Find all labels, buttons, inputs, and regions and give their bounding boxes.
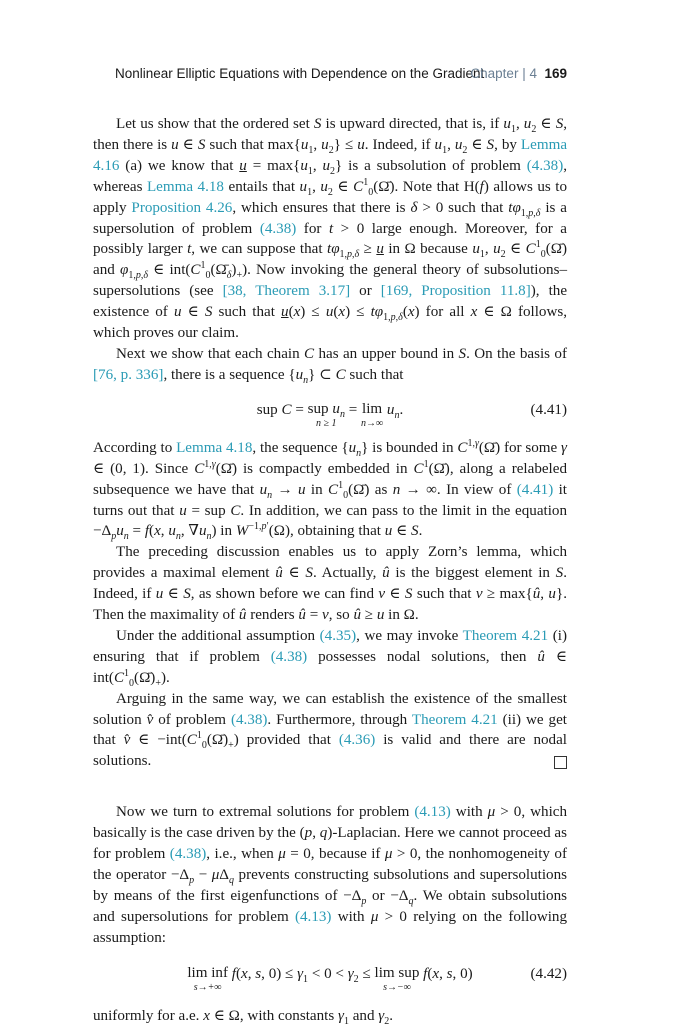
ref-eq-4-38[interactable]: (4.38) [169,846,207,863]
ref-theorem-4-21[interactable]: Theorem 4.21 [462,627,549,644]
chapter-label: Chapter | 4 [470,66,537,81]
running-header [115,63,567,83]
ref-lemma-4-18[interactable]: Lemma 4.18 [176,439,253,456]
ref-eq-4-38[interactable]: (4.38) [259,220,297,237]
ref-lemma-4-16[interactable]: Lemma 4.16 [93,136,568,174]
ref-eq-4-13[interactable]: (4.13) [414,804,451,821]
equation-4-42: lim inf s→+∞ f(x, s, $0) \le \gamma_1 < 0 < \gamma_2 \le \lim$ sup s→−∞ f(x, s, 0) (4.42) [187,964,567,993]
paragraph: Next we show that each chain C has an upper bound in S. On the basis of [76, p. 336], there is a sequence $\{u_n\}$ ⊂ C such that [93,345,568,386]
equation-number: (4.41) [530,401,567,418]
ref-eq-4-35[interactable]: (4.35) [319,627,357,644]
paragraph: uniformly for a.e. x ∈ Ω, with constants $\gamma_1$ and $\gamma_2$. [93,1007,394,1027]
paragraph: Let us show that the ordered set S is upward directed, that is, if $u_1$, $u_2$ ∈ S, then there is u ∈ S such that $\max\{u_1$, $u_2\} \le u$. Indeed, if $u_1$, $u_2$ ∈ S, by Lemma 4.16 (a) we know that $u = \max\{u_1$, $u_2$} is a subsolution of problem (4.38), whereas Lemma 4.18 entails that $u_1$, $u_2$ ∈ $C^1_0(\Omegā)$. Note that H(f) allows us to apply Proposition 4.26, which ensures that there is δ > 0 such that $t\varphi_{1,p,\delta}$ is a supersolution of problem (4.38) for t > 0 large enough. Moreover, for a possibly larger t, we can suppose that $t\varphi_{1,p,\delta} \ge u$ in Ω because $u_1$, $u_2$ ∈ $C^1_0(\Omegā)$ and $\varphi_{1,p,\delta}$ ∈ $int(C^1_0(\Omegā_\delta)_+)$. Now invoking the general theory of subsolutions–supersolutions (see [38, Theorem 3.17] or [169, Proposition 11.8]), the existence of u ∈ S such that $u(x) \le u(x) \le t\varphi_{1,p,\delta}(x)$ for all x ∈ Ω follows, which proves our claim. [93,116,568,342]
ref-cite-76[interactable]: [76, p. 336] [93,366,164,383]
ref-cite-169[interactable]: [169, Proposition 11.8] [380,283,531,300]
paragraph: Now we turn to extremal solutions for problem (4.13) with μ > 0, which basically is the case driven by the (p, q)-Laplacian. Here we cannot proceed as for problem (4.38), i.e., when μ = 0, because if μ > 0, the nonhomogeneity of the operator $-\Delta_p - \mu\Delta_q$ prevents constructing subsolutions and supersolutions by means of the first eigenfunctions of $-\Delta_p$ or $-\Delta_q$. We obtain subsolutions and supersolutions for problem (4.13) with μ > 0 relying on the following assumption: [93,804,568,946]
paragraph: Under the additional assumption (4.35), we may invoke Theorem 4.21 (i) ensuring that if problem (4.38) possesses nodal solutions, then û ∈ $int(C^1_0(\Omegā)_+)$. [93,627,567,689]
ref-eq-4-36[interactable]: (4.36) [338,732,376,749]
ref-eq-4-13[interactable]: (4.13) [294,908,332,925]
page-body [93,114,567,1027]
ref-proposition-4-26[interactable]: Proposition 4.26 [131,199,233,216]
ref-eq-4-38[interactable]: (4.38) [230,711,268,728]
equation-4-41: sup C = sup $u_n$ n ≥ 1 = lim n→∞ $u_n$. (4.41) [256,400,567,429]
equation-number: (4.42) [530,965,567,982]
ref-theorem-4-21[interactable]: Theorem 4.21 [411,711,498,728]
page-number: 169 [544,66,567,81]
ref-eq-4-38[interactable]: (4.38) [270,648,308,665]
ref-eq-4-41[interactable]: (4.41) [516,481,554,498]
paragraph: The preceding discussion enables us to apply Zorn’s lemma, which provides a maximal element û ∈ S. Actually, û is the biggest element in S. Indeed, if u ∈ S, as shown before we can find v ∈ S such that v ≥ max{û, u}. Then the maximality of û renders û = v, so û ≥ u in Ω. [93,544,567,624]
ref-eq-4-38[interactable]: (4.38) [526,157,564,174]
running-title: Nonlinear Elliptic Equations with Dependence on the Gradient [115,66,485,81]
paragraph: Arguing in the same way, we can establish the existence of the smallest solution v̂ of problem (4.38). Furthermore, through Theorem 4.21 (ii) we get that v̂ ∈ $-int(C^1_0(\Omegā)_+)$ provided that (4.36) is valid and there are nodal solutions. [93,690,567,770]
ref-lemma-4-18[interactable]: Lemma 4.18 [146,178,224,195]
qed-symbol [554,756,567,769]
paragraph: According to Lemma 4.18, the sequence $\{u_n\}$ is bounded in $C^{1,\gamma}(\Omegā)$ for some γ ∈ (0, 1). Since $C^{1,\gamma}(\Omegā)$ is compactly embedded in $C^1(\Omegā)$, along a relabeled subsequence we have that $u_n \to u$ in $C^1_0(\Omegā)$ as n → ∞. In view of (4.41) it turns out that u = sup C. In addition, we can pass to the limit in the equation $-\Delta_pu_n = f(x$, $u_n$, $\nabla u_n$) in $W^{-1,p'}(\Omega)$, obtaining that u ∈ S. [93,437,567,543]
ref-cite-38[interactable]: [38, Theorem 3.17] [222,283,351,300]
